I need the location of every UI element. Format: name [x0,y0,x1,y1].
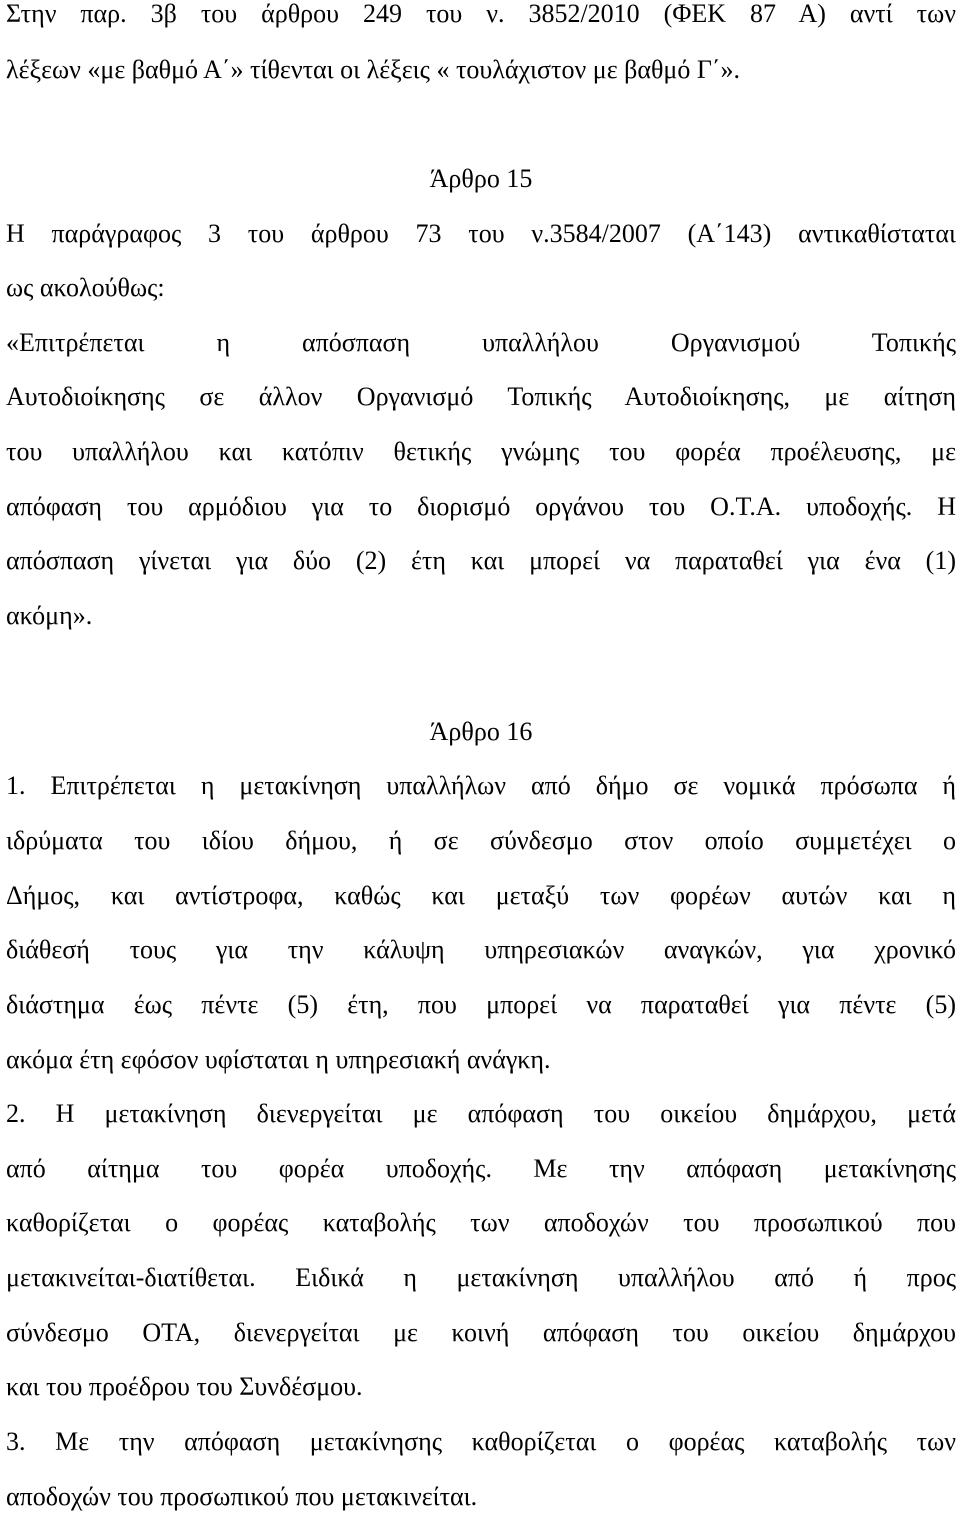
text-line: ακόμη». [6,601,93,630]
text-line: του υπαλλήλου και κατόπιν θετικής γνώμης του φορέα προέλευσης, με [6,437,956,466]
text-line: απόσπαση γίνεται για δύο (2) έτη και μπορεί να παραταθεί για ένα (1) [6,546,956,575]
text-line: απόφαση του αρμόδιου για το διορισμό οργάνου του Ο.Τ.Α. υποδοχής. Η [6,492,956,521]
text-line: ιδρύματα του ιδίου δήμου, ή σε σύνδεσμο στον οποίο συμμετέχει ο [6,826,956,855]
text-line: «Επιτρέπεται η απόσπαση υπαλλήλου Οργανισμού Τοπικής [6,328,956,357]
text-line: και του προέδρου του Συνδέσμου. [6,1372,363,1401]
text-line: 2. Η μετακίνηση διενεργείται με απόφαση του οικείου δημάρχου, μετά [6,1099,956,1128]
text-line: λέξεων «με βαθμό Α΄» τίθενται οι λέξεις « τουλάχιστον με βαθμό Γ΄». [6,55,741,84]
text-line: ακόμα έτη εφόσον υφίσταται η υπηρεσιακή ανάγκη. [6,1045,551,1074]
text-line: από αίτημα του φορέα υποδοχής. Με την απόφαση μετακίνησης [6,1154,956,1183]
text-line: σύνδεσμο ΟΤΑ, διενεργείται με κοινή απόφαση του οικείου δημάρχου [6,1318,956,1347]
text-line: καθορίζεται ο φορέας καταβολής των αποδοχών του προσωπικού που [6,1208,956,1237]
text-line: αποδοχών του προσωπικού που μετακινείται. [6,1482,478,1511]
text-line: ως ακολούθως: [6,273,165,302]
text-line: Στην παρ. 3β του άρθρου 249 του ν. 3852/2010 (ΦΕΚ 87 Α) αντί των [6,0,956,28]
text-line: 1. Επιτρέπεται η μετακίνηση υπαλλήλων από δήμο σε νομικά πρόσωπα ή [6,771,956,800]
text-line: διάστημα έως πέντε (5) έτη, που μπορεί να παραταθεί για πέντε (5) [6,990,956,1019]
text-line: μετακινείται-διατίθεται. Ειδικά η μετακίνηση υπαλλήλου από ή προς [6,1263,956,1292]
text-line: Αυτοδιοίκησης σε άλλον Οργανισμό Τοπικής Αυτοδιοίκησης, με αίτηση [6,382,956,411]
article-16-heading: Άρθρο 16 [429,717,533,746]
text-line: διάθεσή τους για την κάλυψη υπηρεσιακών αναγκών, για χρονικό [6,935,956,964]
article-15-heading: Άρθρο 15 [429,164,533,193]
text-line: 3. Με την απόφαση μετακίνησης καθορίζεται ο φορέας καταβολής των [6,1427,956,1456]
text-line: Δήμος, και αντίστροφα, καθώς και μεταξύ των φορέων αυτών και η [6,881,956,910]
text-line: Η παράγραφος 3 του άρθρου 73 του ν.3584/2007 (Α΄143) αντικαθίσταται [6,219,956,248]
